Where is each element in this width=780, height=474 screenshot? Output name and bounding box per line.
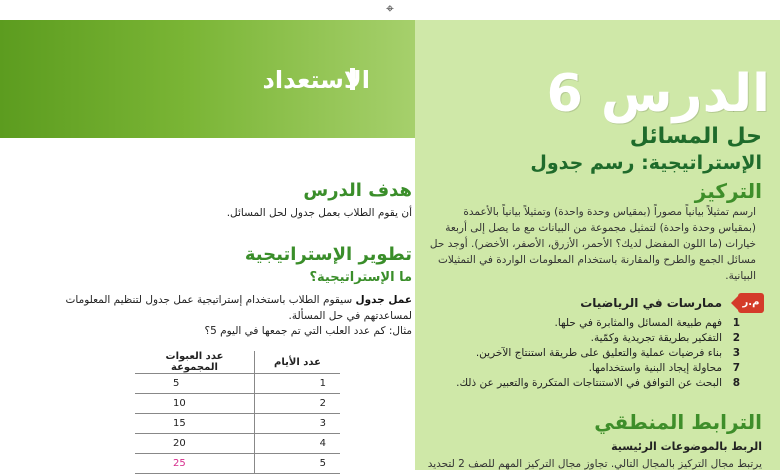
table-cell-day: 2 bbox=[255, 394, 341, 414]
practice-item bbox=[440, 361, 740, 376]
table-row bbox=[135, 414, 340, 434]
focus-text: ارسم تمثيلاً بيانياً مصوراً (بمقياس وحدة واحدة) وتمثيلاً بيانياً بالأعمدة (بمقياس وحدة واحدة) لتمثيل مجموعة من البيانات مع ما يصل إلى أربعة خيارات (ما اللون المفضل لديك؟ الأحمر، الأزرق، الأصفر، الأخضر). أوجد حل مسائل الجمع والطرح والمقارنة باستخدام المعلومات الواردة في التمثيلات البيانية. bbox=[429, 206, 756, 282]
lesson-title: الدرس 6 bbox=[546, 64, 770, 124]
preparation-label: الاستعداد bbox=[262, 66, 370, 94]
practice-text: محاولة إيجاد البنية واستخدامها. bbox=[588, 362, 722, 374]
practice-number: 1 bbox=[732, 317, 740, 329]
table-cell-cans: 20 bbox=[135, 434, 255, 454]
practices-title: ممارسات في الرياضيات bbox=[580, 296, 722, 310]
table-row bbox=[135, 394, 340, 414]
table-row bbox=[135, 454, 340, 474]
table-cell-cans-highlight: 25 bbox=[135, 454, 255, 474]
logic-text: يرتبط مجال التركيز بالمجال التالي. تجاوز مجال التركيز المهم للصف 2 لتحديد bbox=[427, 458, 762, 470]
practice-number: 2 bbox=[732, 332, 740, 344]
registration-mark-icon: ⌖ bbox=[386, 1, 394, 17]
logic-subtitle: الربط بالموضوعات الرئيسية bbox=[611, 440, 762, 453]
practice-text: البحث عن التوافق في الاستنتاجات المتكررة والتعبير عن ذلك. bbox=[456, 377, 722, 389]
table-cell-cans: 5 bbox=[135, 374, 255, 394]
table-row bbox=[135, 434, 340, 454]
development-lead: عمل جدول bbox=[355, 294, 412, 306]
table-cell-day: 5 bbox=[255, 454, 341, 474]
practice-number: 3 bbox=[732, 347, 740, 359]
strategy-title: الإستراتيجية: رسم جدول bbox=[530, 152, 762, 174]
development-title: تطوير الإستراتيجية bbox=[244, 244, 412, 265]
table-cell-cans: 15 bbox=[135, 414, 255, 434]
practice-number: 7 bbox=[732, 362, 740, 374]
what-strategy-title: ما الإستراتيجية؟ bbox=[309, 270, 412, 285]
logic-title: الترابط المنطقي bbox=[594, 410, 762, 434]
practices-list bbox=[440, 316, 740, 391]
practices-badge: م.ر bbox=[738, 293, 764, 313]
table-header-cans: عدد العبوات المجموعة bbox=[135, 351, 255, 374]
table-header-days: عدد الأيام bbox=[255, 351, 341, 374]
table-cell-day: 3 bbox=[255, 414, 341, 434]
data-table bbox=[135, 351, 340, 474]
development-text bbox=[50, 292, 412, 324]
lesson-subtitle: حل المسائل bbox=[629, 124, 762, 149]
practice-number: 8 bbox=[732, 377, 740, 389]
goal-title: هدف الدرس bbox=[303, 180, 412, 201]
focus-title: التركيز bbox=[694, 179, 762, 203]
table-cell-cans: 10 bbox=[135, 394, 255, 414]
table-cell-day: 1 bbox=[255, 374, 341, 394]
table-header-row bbox=[135, 351, 340, 374]
practice-item bbox=[440, 376, 740, 391]
practice-text: بناء فرضيات عملية والتعليق على طريقة استنتاج الآخرين. bbox=[475, 347, 722, 359]
goal-text: أن يقوم الطلاب بعمل جدول لحل المسائل. bbox=[226, 207, 412, 219]
practice-text: فهم طبيعة المسائل والمثابرة في حلها. bbox=[554, 317, 722, 329]
practice-item bbox=[440, 316, 740, 331]
practice-text: التفكير بطريقة تجريدية وكمّية. bbox=[590, 332, 722, 344]
table-row bbox=[135, 374, 340, 394]
table-cell-day: 4 bbox=[255, 434, 341, 454]
development-body: سيقوم الطلاب باستخدام إستراتيجية عمل جدول لتنظيم المعلومات لمساعدتهم في حل المسألة. bbox=[65, 294, 412, 322]
practice-item bbox=[440, 346, 740, 361]
practice-item bbox=[440, 331, 740, 346]
example-question: مثال: كم عدد العلب التي تم جمعها في اليوم 5؟ bbox=[204, 325, 412, 337]
